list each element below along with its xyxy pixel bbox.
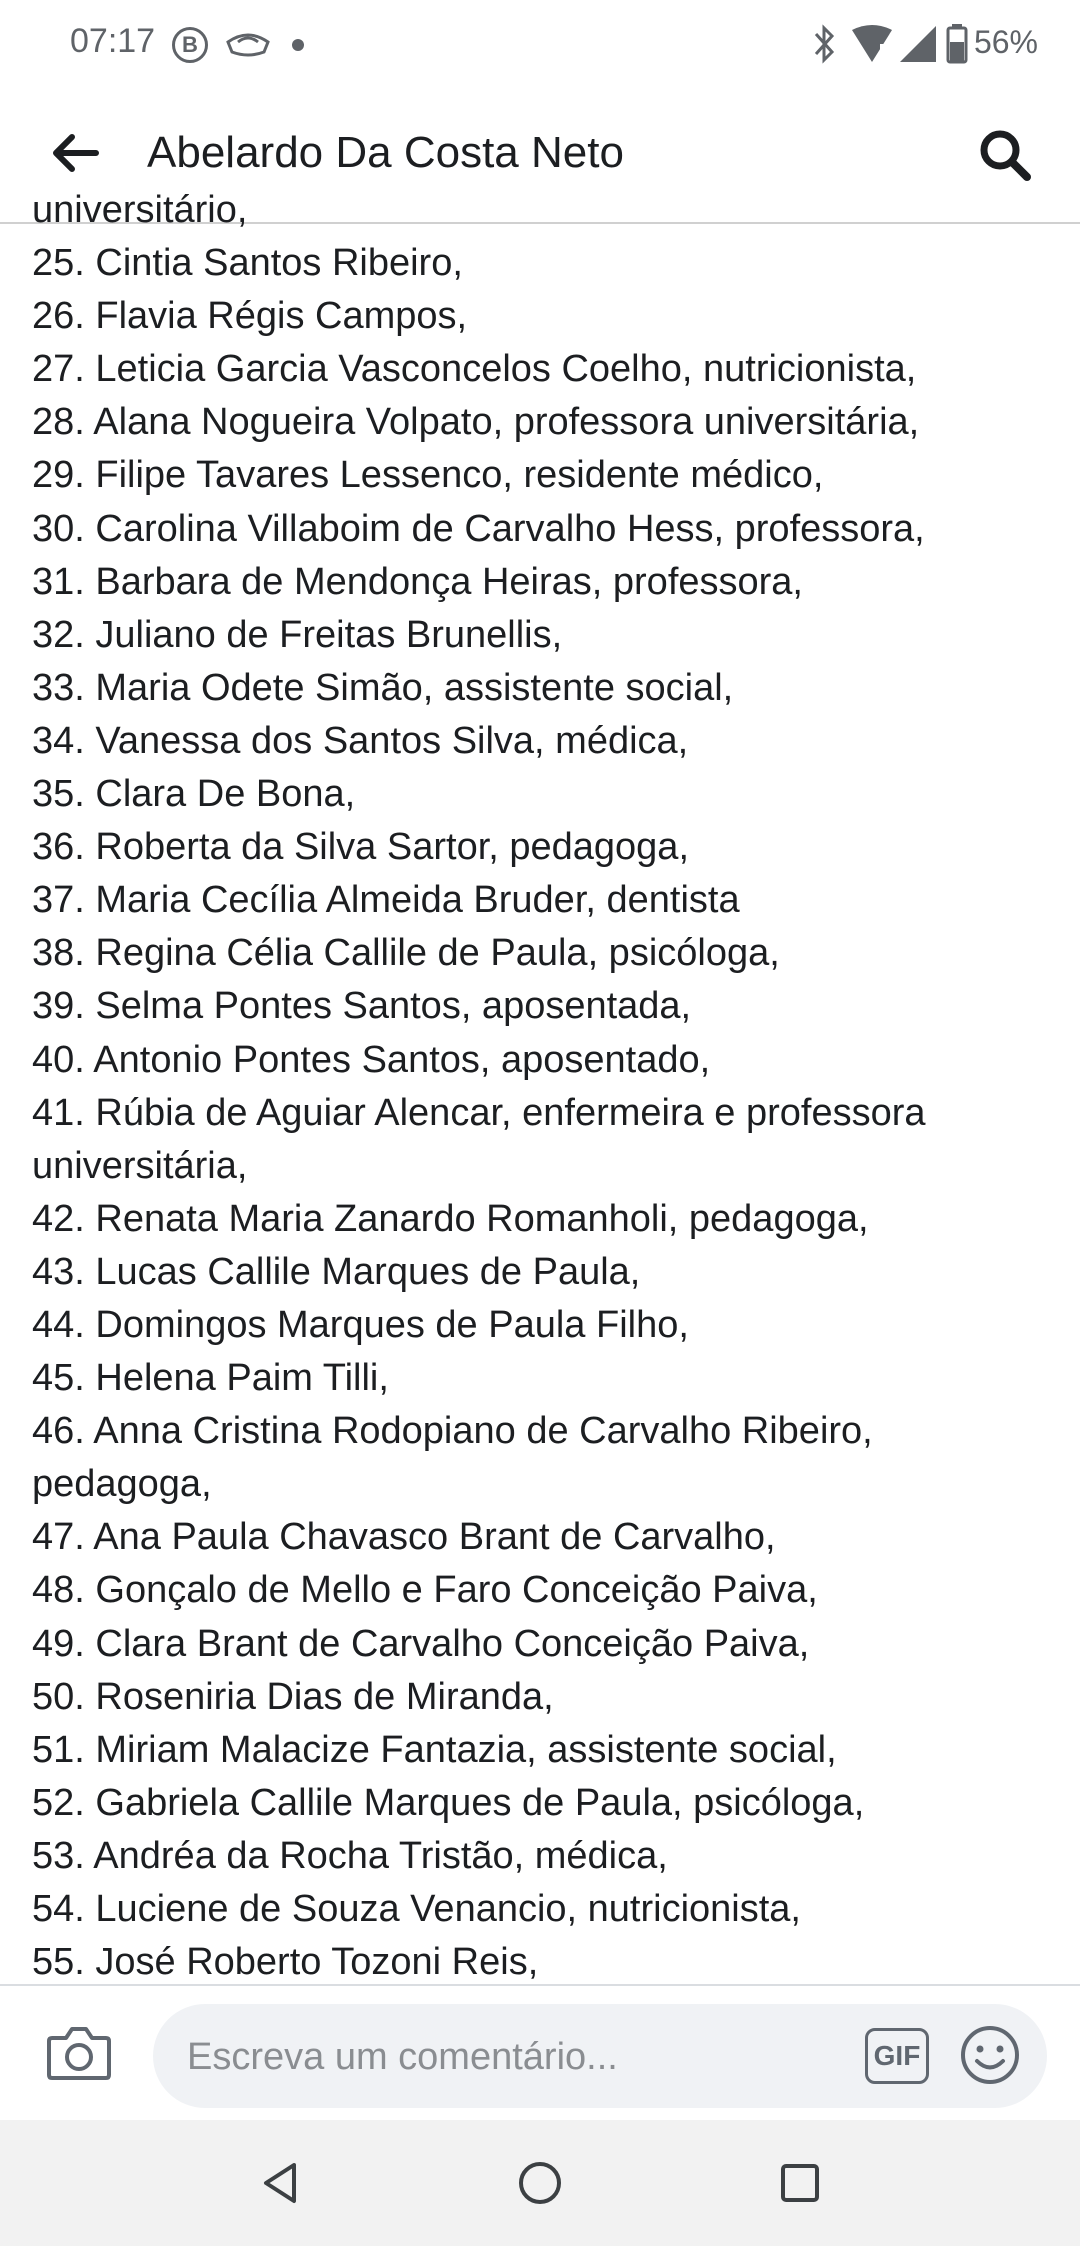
comment-input[interactable]: [185, 2024, 789, 2090]
list-item: 45. Helena Paim Tilli,: [32, 1357, 389, 1400]
back-button[interactable]: [38, 116, 112, 190]
list-item: 35. Clara De Bona,: [32, 773, 356, 816]
camera-button[interactable]: [46, 2024, 122, 2086]
list-item: 31. Barbara de Mendonça Heiras, professora,: [32, 560, 803, 603]
list-item: 53. Andréa da Rocha Tristão, médica,: [32, 1834, 668, 1877]
notification-icon: [224, 28, 272, 60]
page-title: Abelardo Da Costa Neto: [147, 128, 624, 177]
post-content[interactable]: [0, 189, 1080, 1984]
list-item: 36. Roberta da Silva Sartor, pedagoga,: [32, 826, 690, 869]
arrow-left-icon: [52, 133, 98, 173]
list-item: 52. Gabriela Callile Marques de Paula, psicóloga,: [32, 1781, 865, 1824]
list-item: 25. Cintia Santos Ribeiro,: [32, 242, 463, 285]
list-item: 44. Domingos Marques de Paula Filho,: [32, 1303, 689, 1346]
signal-icon: [898, 24, 938, 64]
emoji-icon: [959, 2024, 1021, 2086]
list-item: 54. Luciene de Souza Venancio, nutricionista,: [32, 1888, 801, 1930]
home-circle-icon: [516, 2159, 564, 2207]
emoji-button[interactable]: [959, 2024, 1021, 2086]
list-item: 39. Selma Pontes Santos, aposentada,: [32, 985, 692, 1028]
search-button[interactable]: [966, 116, 1044, 194]
list-item: 55. José Roberto Tozoni Reis,: [32, 1941, 539, 1984]
recents-square-icon: [778, 2161, 822, 2205]
list-item: 49. Clara Brant de Carvalho Conceição Paiva,: [32, 1622, 810, 1665]
battery-percentage: 56%: [973, 24, 1038, 60]
list-item: 48. Gonçalo de Mello e Faro Conceição Paiva,: [32, 1569, 818, 1612]
list-item: 46. Anna Cristina Rodopiano de Carvalho Ribeiro, pedagoga,: [32, 1410, 873, 1506]
list-item: 42. Renata Maria Zanardo Romanholi, pedagoga,: [32, 1197, 869, 1240]
list-item: 47. Ana Paula Chavasco Brant de Carvalho,: [32, 1516, 776, 1559]
list-item: 32. Juliano de Freitas Brunellis,: [32, 613, 563, 656]
nav-recents-button[interactable]: [770, 2153, 830, 2213]
list-item: 26. Flavia Régis Campos,: [32, 295, 468, 338]
list-item: 51. Miriam Malacize Fantazia, assistente social,: [32, 1728, 837, 1771]
notification-dot: [292, 39, 304, 51]
list-item: 50. Roseniria Dias de Miranda,: [32, 1675, 554, 1718]
name-list: [32, 184, 1052, 1989]
list-item: 41. Rúbia de Aguiar Alencar, enfermeira e professora universitária,: [32, 1091, 926, 1187]
b-icon: B: [172, 27, 208, 63]
list-item: 37. Maria Cecília Almeida Bruder, dentista: [32, 879, 740, 922]
gif-button[interactable]: GIF: [865, 2028, 929, 2084]
list-item: 34. Vanessa dos Santos Silva, médica,: [32, 719, 689, 762]
status-time: 07:17: [70, 22, 156, 60]
battery-icon: [946, 24, 968, 64]
system-nav-bar: [0, 2120, 1080, 2246]
nav-back-button[interactable]: [250, 2153, 310, 2213]
nav-home-button[interactable]: [510, 2153, 570, 2213]
list-item: 40. Antonio Pontes Santos, aposentado,: [32, 1038, 711, 1081]
status-bar: [0, 0, 1080, 90]
list-item: 30. Carolina Villaboim de Carvalho Hess, professora,: [32, 507, 925, 550]
list-item-partial: universitário,: [32, 189, 248, 231]
list-item: 29. Filipe Tavares Lessenco, residente médico,: [32, 454, 824, 497]
list-item: 33. Maria Odete Simão, assistente social,: [32, 666, 734, 709]
list-item: 27. Leticia Garcia Vasconcelos Coelho, nutricionista,: [32, 348, 917, 391]
list-item: 43. Lucas Callile Marques de Paula,: [32, 1250, 641, 1293]
comment-bar: [0, 1984, 1080, 2122]
list-item: 38. Regina Célia Callile de Paula, psicóloga,: [32, 932, 780, 975]
camera-icon: [46, 2024, 112, 2082]
bluetooth-icon: [812, 24, 838, 64]
back-triangle-icon: [260, 2161, 300, 2205]
comment-field[interactable]: [153, 2004, 1047, 2108]
wifi-icon: [850, 24, 894, 64]
list-item: 28. Alana Nogueira Volpato, professora universitária,: [32, 401, 920, 444]
search-icon: [977, 127, 1033, 183]
